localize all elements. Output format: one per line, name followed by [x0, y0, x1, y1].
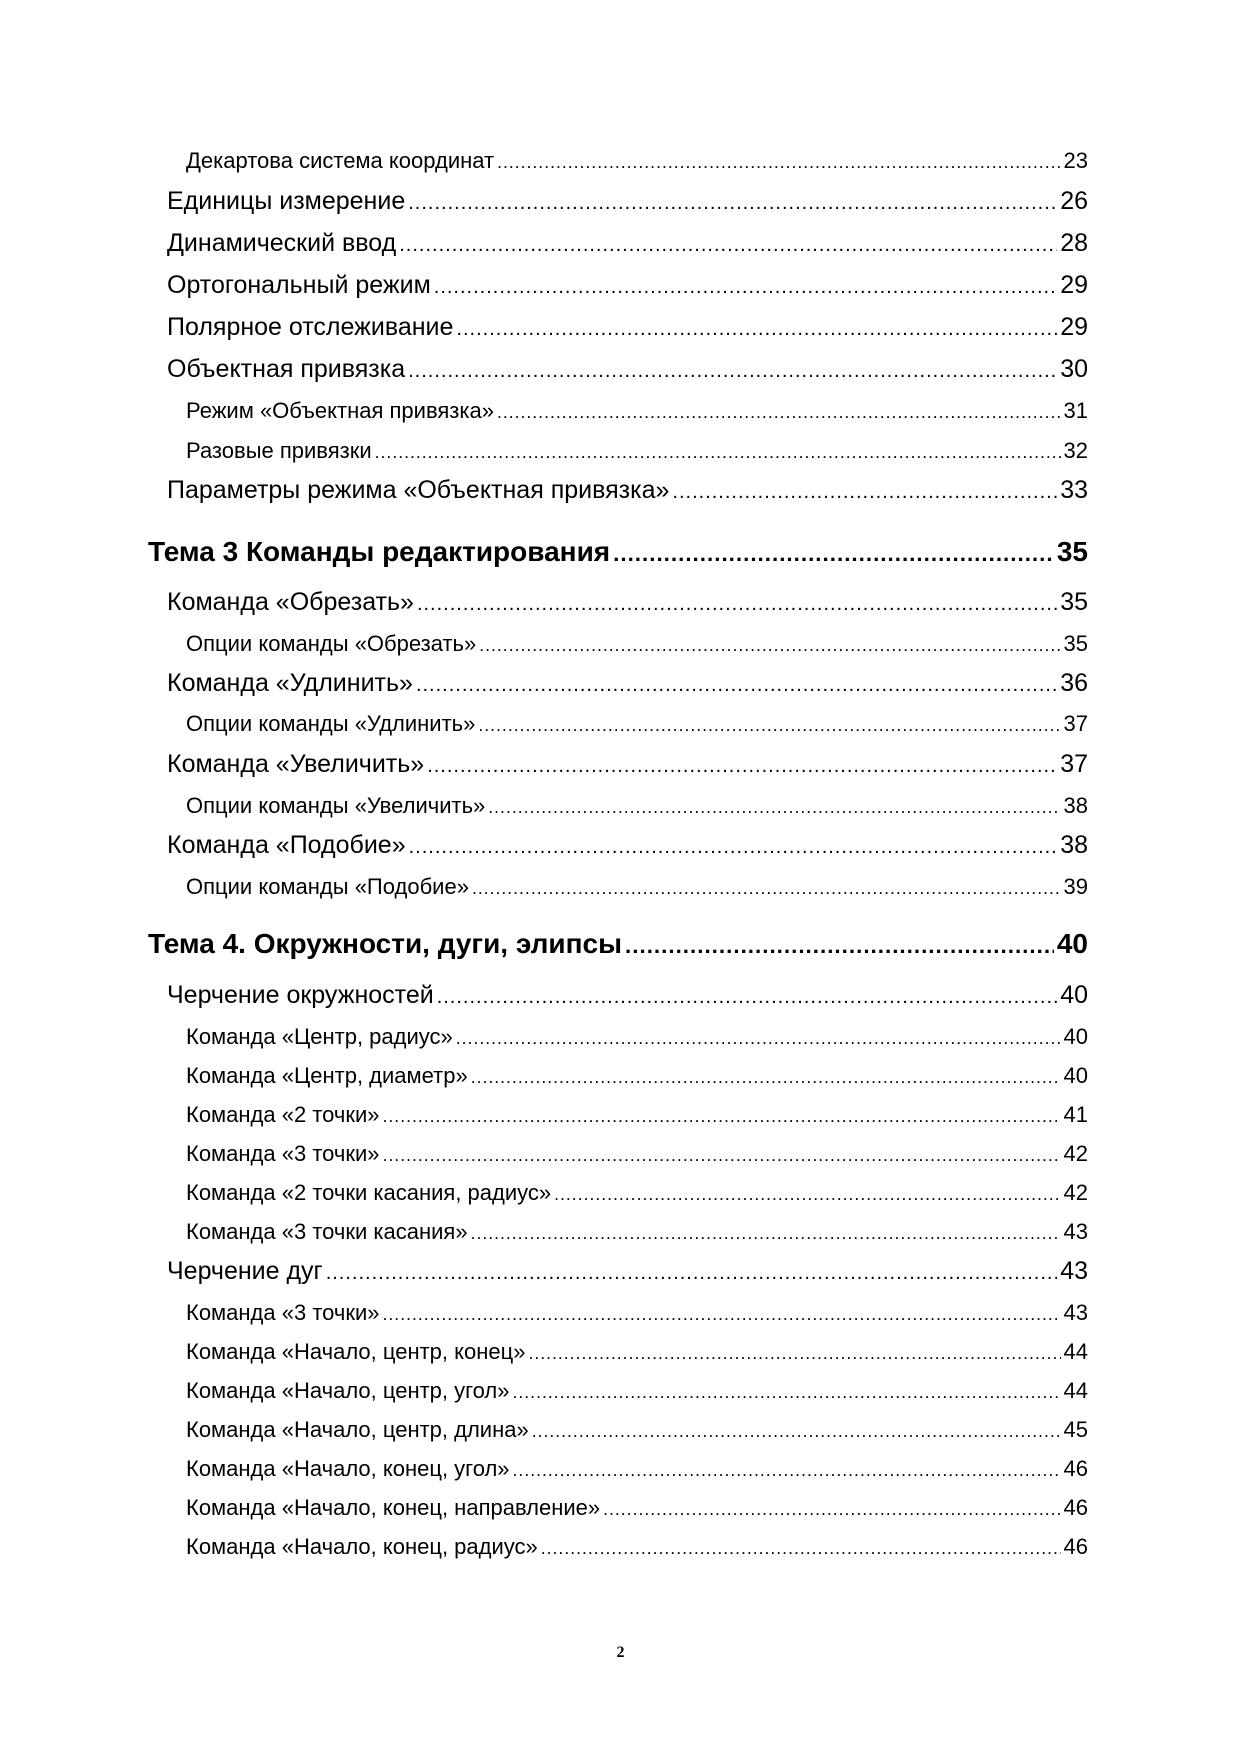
toc-entry[interactable] — [186, 1458, 1088, 1480]
toc-entry-page: 32 — [1063, 438, 1088, 463]
toc-entry-page: 44 — [1063, 1378, 1088, 1403]
toc-leader-dots — [497, 154, 1060, 172]
toc-leader-dots — [417, 594, 1057, 614]
toc-entry-title: Команда «Удлинить» — [167, 669, 413, 697]
toc-entry-page: 39 — [1063, 874, 1088, 899]
toc-entry-page: 44 — [1063, 1339, 1088, 1364]
toc-entry-page: 43 — [1063, 1219, 1088, 1244]
toc-entry[interactable] — [186, 633, 1088, 655]
toc-leader-dots — [603, 1501, 1060, 1519]
toc-entry-page: 43 — [1060, 1257, 1088, 1285]
toc-leader-dots — [383, 1147, 1061, 1165]
toc-leader-dots — [471, 1069, 1061, 1087]
toc-entry-title: Команда «Центр, радиус» — [186, 1024, 453, 1049]
toc-entry[interactable] — [186, 1497, 1088, 1519]
toc-entry-page: 38 — [1063, 793, 1088, 818]
toc-entry-title: Опции команды «Обрезать» — [186, 631, 477, 656]
toc-leader-dots — [456, 319, 1057, 339]
toc-entry[interactable] — [167, 231, 1088, 256]
toc-entry[interactable] — [186, 1143, 1088, 1165]
toc-entry-page: 37 — [1060, 750, 1088, 778]
toc-entry-page: 40 — [1063, 1024, 1088, 1049]
toc-leader-dots — [375, 444, 1061, 462]
toc-entry-title: Команда «Подобие» — [167, 831, 406, 859]
toc-entry-page: 40 — [1060, 981, 1088, 1009]
toc-entry-page: 40 — [1063, 1063, 1088, 1088]
toc-entry-page: 43 — [1063, 1300, 1088, 1325]
toc-entry-title: Черчение дуг — [167, 1257, 323, 1285]
toc-entry[interactable] — [186, 440, 1088, 462]
toc-leader-dots — [409, 837, 1058, 857]
toc-leader-dots — [541, 1540, 1061, 1558]
toc-entry-page: 42 — [1063, 1141, 1088, 1166]
toc-entry-title: Объектная привязка — [167, 355, 406, 383]
toc-leader-dots — [408, 193, 1057, 213]
toc-entry[interactable] — [186, 400, 1088, 422]
toc-entry-title: Команда «Обрезать» — [167, 588, 414, 616]
toc-entry-title: Декартова система координат — [186, 148, 495, 173]
toc-leader-dots — [672, 482, 1057, 502]
toc-entry[interactable] — [186, 1302, 1088, 1324]
toc-entry[interactable] — [186, 713, 1088, 735]
toc-entry[interactable] — [167, 189, 1088, 214]
toc-leader-dots — [478, 717, 1060, 735]
toc-entry[interactable] — [167, 478, 1088, 503]
toc-leader-dots — [513, 1462, 1061, 1480]
toc-entry-title: Единицы измерение — [167, 187, 406, 215]
toc-entry-title: Опции команды «Удлинить» — [186, 711, 476, 736]
toc-entry-page: 36 — [1060, 669, 1088, 697]
toc-chapter-entry[interactable] — [148, 930, 1088, 958]
toc-leader-dots — [625, 935, 1054, 957]
toc-leader-dots — [532, 1423, 1061, 1441]
toc-leader-dots — [383, 1306, 1061, 1324]
toc-entry[interactable] — [167, 315, 1088, 340]
toc-entry[interactable] — [167, 671, 1088, 696]
toc-entry-title: Команда «Начало, центр, конец» — [186, 1339, 526, 1364]
toc-entry-title: Команда «Начало, центр, длина» — [186, 1417, 529, 1442]
toc-entry-title: Команда «Увеличить» — [167, 750, 425, 778]
toc-entry-title: Ортогональный режим — [167, 271, 431, 299]
toc-entry[interactable] — [186, 1065, 1088, 1087]
toc-leader-dots — [472, 880, 1061, 898]
toc-entry-title: Команда «Начало, конец, радиус» — [186, 1534, 538, 1559]
toc-entry-title: Параметры режима «Объектная привязка» — [167, 476, 670, 504]
toc-entry[interactable] — [186, 1221, 1088, 1243]
toc-entry-page: 40 — [1056, 928, 1088, 959]
toc-entry-page: 26 — [1060, 187, 1088, 215]
toc-entry-page: 45 — [1063, 1417, 1088, 1442]
toc-entry-page: 23 — [1063, 148, 1088, 173]
toc-entry-title: Черчение окружностей — [167, 981, 434, 1009]
toc-leader-dots — [554, 1186, 1060, 1204]
toc-entry[interactable] — [186, 876, 1088, 898]
toc-entry-page: 46 — [1063, 1456, 1088, 1481]
toc-entry-page: 42 — [1063, 1180, 1088, 1205]
toc-entry-title: Команда «3 точки» — [186, 1141, 380, 1166]
toc-entry-page: 46 — [1063, 1534, 1088, 1559]
toc-leader-dots — [434, 277, 1057, 297]
toc-entry[interactable] — [167, 590, 1088, 615]
toc-entry[interactable] — [167, 752, 1088, 777]
toc-entry[interactable] — [186, 1536, 1088, 1558]
toc-entry-page: 35 — [1056, 536, 1088, 567]
toc-entry[interactable] — [186, 1341, 1088, 1363]
toc-entry-page: 46 — [1063, 1495, 1088, 1520]
toc-leader-dots — [497, 404, 1061, 422]
toc-leader-dots — [479, 637, 1060, 655]
toc-entry-title: Режим «Объектная привязка» — [186, 398, 494, 423]
toc-entry-title: Динамический ввод — [167, 229, 397, 257]
toc-leader-dots — [416, 675, 1057, 695]
toc-entry-page: 29 — [1060, 271, 1088, 299]
toc-leader-dots — [408, 361, 1057, 381]
toc-entry[interactable] — [186, 150, 1088, 172]
toc-entry-page: 35 — [1063, 631, 1088, 656]
toc-leader-dots — [383, 1108, 1061, 1126]
toc-entry-page: 29 — [1060, 313, 1088, 341]
toc-leader-dots — [488, 799, 1060, 817]
toc-entry-title: Опции команды «Увеличить» — [186, 793, 486, 818]
toc-entry-title: Полярное отслеживание — [167, 313, 454, 341]
toc-entry[interactable] — [186, 795, 1088, 817]
toc-entry-title: Команда «Начало, центр, угол» — [186, 1378, 510, 1403]
toc-entry-title: Команда «3 точки» — [186, 1300, 380, 1325]
toc-entry-page: 33 — [1060, 476, 1088, 504]
toc-entry-title: Команда «2 точки касания, радиус» — [186, 1180, 552, 1205]
toc-entry[interactable] — [167, 1259, 1088, 1284]
toc-entry-page: 30 — [1060, 355, 1088, 383]
toc-entry-page: 37 — [1063, 711, 1088, 736]
toc-entry[interactable] — [167, 273, 1088, 298]
toc-entry-page: 41 — [1063, 1102, 1088, 1127]
toc-entry[interactable] — [186, 1419, 1088, 1441]
toc-leader-dots — [528, 1345, 1060, 1363]
toc-entry-page: 38 — [1060, 831, 1088, 859]
toc-entry-title: Команда «2 точки» — [186, 1102, 380, 1127]
page-number: 2 — [616, 1644, 625, 1661]
toc-chapter-entry[interactable] — [148, 538, 1088, 566]
toc-leader-dots — [456, 1030, 1061, 1048]
toc-entry-title: Опции команды «Подобие» — [186, 874, 469, 899]
toc-leader-dots — [427, 756, 1057, 776]
toc-entry[interactable] — [167, 357, 1088, 382]
toc-entry[interactable] — [186, 1182, 1088, 1204]
toc-leader-dots — [399, 235, 1057, 255]
toc-leader-dots — [326, 1263, 1058, 1283]
toc-entry[interactable] — [167, 983, 1088, 1008]
toc-entry-title: Тема 3 Команды редактирования — [148, 536, 611, 567]
toc-leader-dots — [471, 1225, 1061, 1243]
toc-entry-title: Команда «Начало, конец, направление» — [186, 1495, 601, 1520]
toc-leader-dots — [437, 987, 1058, 1007]
toc-entry-page: 35 — [1060, 588, 1088, 616]
toc-entry[interactable] — [186, 1104, 1088, 1126]
toc-leader-dots — [513, 1384, 1061, 1402]
toc-entry[interactable] — [186, 1026, 1088, 1048]
toc-entry-title: Команда «Начало, конец, угол» — [186, 1456, 510, 1481]
toc-entry-page: 31 — [1063, 398, 1088, 423]
toc-leader-dots — [613, 543, 1054, 565]
toc-entry-title: Команда «3 точки касания» — [186, 1219, 468, 1244]
toc-entry-title: Тема 4. Окружности, дуги, элипсы — [148, 928, 623, 959]
toc-entry-title: Команда «Центр, диаметр» — [186, 1063, 468, 1088]
toc-entry-page: 28 — [1060, 229, 1088, 257]
toc-entry[interactable] — [167, 833, 1088, 858]
toc-entry-title: Разовые привязки — [186, 438, 372, 463]
toc-entry[interactable] — [186, 1380, 1088, 1402]
